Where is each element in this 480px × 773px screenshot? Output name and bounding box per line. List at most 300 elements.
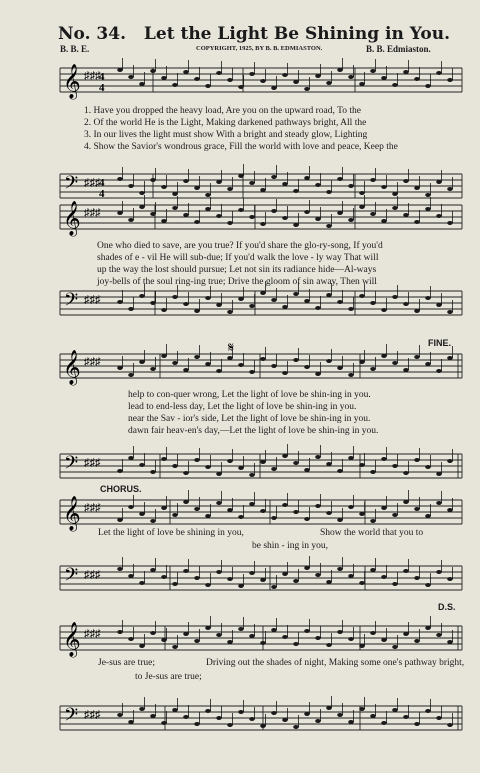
note-head — [414, 186, 420, 190]
note-head — [326, 359, 332, 363]
note-head — [216, 472, 222, 476]
note-head — [359, 644, 365, 648]
note-head — [337, 300, 343, 304]
note-head — [337, 177, 343, 181]
note-head — [381, 638, 387, 642]
note-head — [304, 299, 310, 303]
key-signature-icon: ♯♯♯ — [84, 294, 101, 306]
note-head — [194, 722, 200, 726]
copyright-notice: COPYRIGHT, 1925, BY B. B. EDMIASTON. — [196, 45, 323, 52]
note-head — [183, 213, 189, 217]
bass-staff — [0, 556, 480, 616]
note-head — [150, 631, 156, 635]
note-head — [205, 296, 211, 300]
note-head — [128, 184, 134, 188]
note-head — [128, 574, 134, 578]
note-head — [238, 297, 244, 301]
note-head — [348, 218, 354, 222]
note-head — [139, 205, 145, 209]
note-head — [293, 189, 299, 193]
key-signature-icon: ♯♯♯ — [84, 569, 101, 581]
note-head — [227, 221, 233, 225]
treble-clef-icon: 𝄞 — [63, 623, 81, 656]
note-head — [282, 454, 288, 458]
note-head — [205, 514, 211, 518]
lyric-line: 4. Show the Savior's wondrous grace, Fill the world with love and peace, Keep the — [84, 142, 398, 152]
note-head — [370, 178, 376, 182]
note-head — [183, 471, 189, 475]
note-head — [150, 367, 156, 371]
note-head — [425, 583, 431, 587]
note-head — [260, 357, 266, 361]
note-head — [381, 721, 387, 725]
note-head — [161, 308, 167, 312]
note-head — [282, 182, 288, 186]
note-head — [403, 302, 409, 306]
note-head — [128, 75, 134, 79]
note-head — [282, 572, 288, 576]
note-head — [414, 355, 420, 359]
lyric-line: joy-bells of the soul ring-ing true; Drive the gloom of sin away, Then will — [97, 277, 377, 287]
note-head — [403, 471, 409, 475]
note-head — [172, 582, 178, 586]
note-head — [359, 707, 365, 711]
note-head — [249, 304, 255, 308]
note-head — [216, 501, 222, 505]
key-signature-icon: ♯♯♯ — [84, 177, 101, 189]
note-head — [370, 519, 376, 523]
note-head — [260, 509, 266, 513]
note-head — [348, 75, 354, 79]
note-head — [315, 183, 321, 187]
note-head — [139, 512, 145, 516]
note-head — [249, 717, 255, 721]
note-head — [447, 221, 453, 225]
note-head — [249, 215, 255, 219]
note-head — [161, 76, 167, 80]
note-head — [370, 367, 376, 371]
note-head — [293, 642, 299, 646]
note-head — [425, 362, 431, 366]
composer-credit: B. B. Edmiaston. — [366, 44, 431, 54]
note-head — [183, 715, 189, 719]
note-head — [139, 463, 145, 467]
note-head — [403, 569, 409, 573]
note-head — [436, 570, 442, 574]
note-head — [150, 519, 156, 523]
note-head — [271, 298, 277, 302]
note-head — [194, 576, 200, 580]
note-head — [238, 627, 244, 631]
note-head — [326, 511, 332, 515]
segno-icon: 𝄋 — [228, 341, 235, 356]
note-head — [183, 302, 189, 306]
note-head — [260, 460, 266, 464]
note-head — [348, 505, 354, 509]
note-head — [304, 517, 310, 521]
note-head — [161, 506, 167, 510]
note-head — [161, 457, 167, 461]
note-head — [370, 714, 376, 718]
note-head — [128, 637, 134, 641]
note-head — [425, 296, 431, 300]
note-head — [403, 715, 409, 719]
note-head — [183, 500, 189, 504]
note-head — [293, 80, 299, 84]
note-head — [282, 503, 288, 507]
note-head — [249, 370, 255, 374]
note-head — [128, 720, 134, 724]
note-head — [216, 71, 222, 75]
note-head — [392, 295, 398, 299]
note-head — [447, 508, 453, 512]
note-head — [337, 713, 343, 717]
note-head — [194, 77, 200, 81]
bass-clef-icon: 𝄢 — [64, 289, 79, 314]
note-head — [117, 713, 123, 717]
lyric-line: One who died to save, are you true? If you'd share the glo-ry-song, If you'd — [97, 241, 383, 251]
note-head — [326, 81, 332, 85]
note-head — [370, 631, 376, 635]
note-head — [271, 516, 277, 520]
note-head — [315, 455, 321, 459]
treble-clef-icon: 𝄞 — [63, 64, 81, 99]
note-head — [293, 461, 299, 465]
note-head — [227, 78, 233, 82]
note-head — [238, 515, 244, 519]
note-head — [337, 630, 343, 634]
note-head — [436, 501, 442, 505]
note-head — [381, 354, 387, 358]
note-head — [414, 309, 420, 313]
note-head — [315, 636, 321, 640]
note-head — [392, 708, 398, 712]
note-head — [392, 582, 398, 586]
note-head — [194, 355, 200, 359]
note-head — [139, 82, 145, 86]
note-head — [414, 722, 420, 726]
note-head — [216, 633, 222, 637]
note-head — [128, 307, 134, 311]
note-head — [337, 518, 343, 522]
note-head — [436, 369, 442, 373]
key-signature-icon: ♯♯♯ — [84, 457, 101, 469]
lyric-line: near the Sav - ior's side, Let the light of love be shin-ing in you. — [128, 414, 371, 424]
note-head — [128, 218, 134, 222]
note-head — [359, 360, 365, 364]
note-head — [194, 309, 200, 313]
treble-clef-icon: 𝄞 — [63, 497, 81, 530]
note-head — [293, 510, 299, 514]
note-head — [403, 368, 409, 372]
note-head — [293, 579, 299, 583]
note-head — [447, 723, 453, 727]
note-head — [227, 508, 233, 512]
note-head — [348, 574, 354, 578]
note-head — [183, 179, 189, 183]
note-head — [381, 76, 387, 80]
bass-clef-icon: 𝄢 — [64, 564, 79, 589]
note-head — [326, 706, 332, 710]
treble-clef-icon: 𝄞 — [63, 351, 81, 384]
note-head — [436, 180, 442, 184]
note-head — [161, 185, 167, 189]
note-head — [172, 708, 178, 712]
note-head — [139, 360, 145, 364]
note-head — [403, 632, 409, 636]
lyric-echo-line: to Je-sus are true; — [135, 672, 202, 682]
note-head — [436, 633, 442, 637]
note-head — [260, 578, 266, 582]
note-head — [392, 513, 398, 517]
note-head — [205, 84, 211, 88]
note-head — [326, 190, 332, 194]
lyric-line: dawn fair heav-en's day,—Let the light of love be shin-ing in you. — [128, 426, 379, 436]
note-head — [271, 175, 277, 179]
note-head — [304, 210, 310, 214]
svg-text:4: 4 — [99, 71, 105, 83]
note-head — [227, 577, 233, 581]
note-head — [315, 719, 321, 723]
note-head — [315, 74, 321, 78]
key-signature-icon: ♯♯♯ — [84, 207, 101, 219]
note-head — [381, 308, 387, 312]
note-head — [348, 184, 354, 188]
note-head — [293, 725, 299, 729]
note-head — [392, 361, 398, 365]
note-head — [315, 504, 321, 508]
note-head — [359, 294, 365, 298]
hymn-header — [58, 24, 450, 44]
note-head — [260, 724, 266, 728]
note-head — [304, 712, 310, 716]
note-head — [260, 188, 266, 192]
bass-staff — [0, 281, 480, 341]
note-head — [414, 220, 420, 224]
note-head — [436, 214, 442, 218]
note-head — [161, 638, 167, 642]
note-head — [238, 363, 244, 367]
note-head — [304, 629, 310, 633]
note-head — [172, 295, 178, 299]
lyric-line: lead to end-less day, Let the light of love be shin-ing in you. — [128, 402, 357, 412]
note-head — [348, 373, 354, 377]
note-head — [304, 365, 310, 369]
note-head — [117, 366, 123, 370]
note-head — [348, 720, 354, 724]
lyric-line: 2. Of the world He is the Light, Making darkened pathways bright, All the — [84, 118, 367, 128]
note-head — [183, 632, 189, 636]
lyric-line: up the way the lost should pursue; Let not sin its radiance hide—Al-ways — [97, 265, 377, 275]
note-head — [370, 212, 376, 216]
note-head — [260, 79, 266, 83]
note-head — [249, 571, 255, 575]
note-head — [139, 644, 145, 648]
note-head — [370, 568, 376, 572]
note-head — [425, 514, 431, 518]
note-head — [414, 77, 420, 81]
note-head — [271, 364, 277, 368]
note-head — [139, 294, 145, 298]
note-head — [348, 637, 354, 641]
note-head — [271, 585, 277, 589]
note-head — [150, 69, 156, 73]
note-head — [194, 458, 200, 462]
note-head — [447, 187, 453, 191]
note-head — [260, 222, 266, 226]
note-head — [447, 356, 453, 360]
note-head — [337, 68, 343, 72]
note-head — [315, 217, 321, 221]
note-head — [337, 366, 343, 370]
note-head — [304, 468, 310, 472]
chorus-marking: CHORUS. — [100, 484, 142, 494]
lyric-line: 3. In our lives the light must show With a bright and steady glow, Lighting — [84, 130, 368, 140]
note-head — [381, 457, 387, 461]
note-head — [359, 512, 365, 516]
note-head — [117, 211, 123, 215]
treble-clef-icon: 𝄞 — [63, 202, 81, 235]
note-head — [117, 469, 123, 473]
bass-clef-icon: 𝄢 — [64, 704, 79, 729]
note-head — [447, 459, 453, 463]
treble-staff — [0, 490, 480, 550]
note-head — [216, 180, 222, 184]
note-head — [425, 709, 431, 713]
note-head — [194, 507, 200, 511]
note-head — [282, 305, 288, 309]
note-head — [128, 456, 134, 460]
note-head — [381, 575, 387, 579]
lyricist-credit: B. B. E. — [60, 44, 90, 54]
note-head — [117, 630, 123, 634]
note-head — [282, 216, 288, 220]
note-head — [227, 310, 233, 314]
note-head — [139, 707, 145, 711]
lyric-line: Driving out the shades of night, Making some one's pathway bright, — [206, 658, 465, 668]
note-head — [238, 710, 244, 714]
note-head — [161, 575, 167, 579]
note-head — [304, 87, 310, 91]
note-head — [150, 212, 156, 216]
note-head — [337, 567, 343, 571]
note-head — [238, 584, 244, 588]
note-head — [117, 177, 123, 181]
note-head — [359, 581, 365, 585]
lyric-echo-line: be shin - ing in you, — [252, 541, 328, 551]
note-head — [271, 628, 277, 632]
note-head — [194, 639, 200, 643]
note-head — [150, 178, 156, 182]
note-head — [392, 83, 398, 87]
fine-marking: FINE. — [428, 338, 452, 348]
note-head — [271, 711, 277, 715]
note-head — [315, 573, 321, 577]
svg-text:4: 4 — [99, 177, 105, 189]
note-head — [326, 580, 332, 584]
note-head — [304, 176, 310, 180]
note-head — [216, 716, 222, 720]
note-head — [392, 206, 398, 210]
note-head — [326, 293, 332, 297]
note-head — [238, 174, 244, 178]
note-head — [436, 303, 442, 307]
note-head — [370, 470, 376, 474]
svg-text:4: 4 — [99, 82, 105, 94]
key-signature-icon: ♯♯♯ — [84, 70, 101, 82]
note-head — [403, 70, 409, 74]
note-head — [227, 723, 233, 727]
note-head — [150, 714, 156, 718]
note-head — [282, 718, 288, 722]
note-head — [216, 214, 222, 218]
note-head — [172, 361, 178, 365]
note-head — [205, 626, 211, 630]
note-head — [403, 179, 409, 183]
note-head — [117, 518, 123, 522]
hymn-number: No. 34. — [58, 24, 126, 44]
note-head — [227, 356, 233, 360]
note-head — [205, 709, 211, 713]
note-head — [271, 467, 277, 471]
note-head — [370, 301, 376, 305]
note-head — [425, 207, 431, 211]
note-head — [348, 307, 354, 311]
note-head — [282, 73, 288, 77]
note-head — [304, 566, 310, 570]
note-head — [194, 186, 200, 190]
note-head — [381, 506, 387, 510]
note-head — [282, 635, 288, 639]
note-head — [447, 577, 453, 581]
note-head — [205, 583, 211, 587]
note-head — [271, 209, 277, 213]
note-head — [293, 292, 299, 296]
note-head — [249, 634, 255, 638]
note-head — [370, 69, 376, 73]
note-head — [249, 72, 255, 76]
note-head — [414, 507, 420, 511]
note-head — [161, 219, 167, 223]
note-head — [150, 568, 156, 572]
note-head — [425, 626, 431, 630]
note-head — [260, 291, 266, 295]
note-head — [183, 368, 189, 372]
ds-marking: D.S. — [438, 602, 456, 612]
note-head — [348, 456, 354, 460]
note-head — [249, 473, 255, 477]
note-head — [194, 220, 200, 224]
note-head — [227, 459, 233, 463]
note-head — [117, 567, 123, 571]
note-head — [139, 581, 145, 585]
note-head — [172, 83, 178, 87]
note-head — [403, 500, 409, 504]
lyric-line: Let the light of love be shining in you, — [98, 528, 244, 538]
note-head — [315, 372, 321, 376]
bass-clef-icon: 𝄢 — [64, 172, 79, 197]
note-head — [414, 458, 420, 462]
note-head — [414, 576, 420, 580]
note-head — [337, 469, 343, 473]
note-head — [172, 464, 178, 468]
note-head — [392, 645, 398, 649]
note-head — [326, 462, 332, 466]
note-head — [205, 362, 211, 366]
note-head — [227, 640, 233, 644]
note-head — [359, 463, 365, 467]
note-head — [150, 470, 156, 474]
